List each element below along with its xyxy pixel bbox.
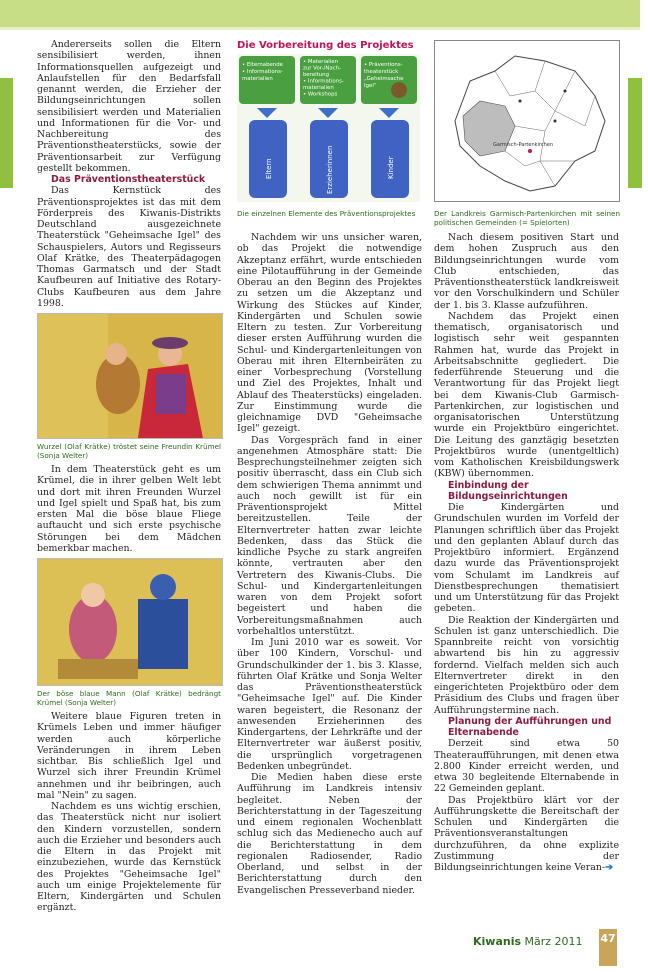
box1-line: • Elternabende [242,62,283,68]
paragraph: Das Kernstück des Präventionsprojektes ist das mit dem Förderpreis des Kiwanis-Distrikts Deutschland ausgezeichnete Theaterstück "Geheimsache Igel" des Schauspielers, Autors und Regisseurs Olaf Krätke, des Theaterpädagogen Thomas Garmatsch und der Stadt Kaufbeuren auf Initiative des Rotary-Clubs Kaufbeuren aus dem Jahre 1998. [37,185,221,309]
diagram-caption: Die einzelnen Elemente des Präventionsprojektes [237,209,416,218]
box2-line: zur Vor-/Nach- [303,65,342,72]
box2-line: • Informations- [303,78,344,85]
paragraph: Nachdem wir uns unsicher waren, ob das Projekt die notwendige Akzeptanz erfährt, wurde entschieden eine Pilotaufführung in der Gemeinde Oberau an den Beginn des Projektes zu setzen um die Akzeptanz und Wirkung des Stückes auf Kinder, Kindergärten und Schulen sowie Eltern zu testen. Zur Vorbereitung dieser ersten Aufführung wurden die Schul- und Kindergartenleitungen von Oberau mit ihren Elternbeiräten zu einer Vorbesprechung (Vorstellung und Ziel des Projektes, Inhalt und Ablauf des Theaterstücks) eingeladen. Zur Einstimmung wurde die gleichnamige DVD "Geheimsache Igel" gezeigt. [237,232,422,435]
top-bar-shadow [0,27,640,30]
map-label: Garmisch-Partenkirchen [493,142,554,148]
page-number: 47 [599,929,617,966]
column-label: Kinder [387,156,395,179]
section-heading: Das Präventionstheaterstück [51,174,206,185]
section-heading: Planung der Aufführungen und Elternabende [448,715,612,738]
paragraph: Die Medien haben diese erste Aufführung im Landkreis intensiv begleitet. Neben der Berichterstattung in der Tageszeitung und einem regionalen Wochenblatt schlug sich das Medienecho auch auf die Berichterstattung in dem regionalen Radiosender, Radio Oberland, und selbst in der Berichterstattung durch den Evangelischen Presseverband nieder. [237,772,422,896]
box3-line: theaterstück [364,69,399,75]
hedgehog-icon [391,82,407,98]
photo-caption: Der böse blaue Mann (Olaf Krätke) bedrängt Krümel (Sonja Welter) [37,689,221,707]
continue-arrow-icon: ➔ [605,862,613,873]
diagram-title: Die Vorbereitung des Projektes [237,40,414,51]
box1-line: • Informations- [242,69,283,75]
paragraph: Nach diesem positiven Start und dem hohen Zuspruch aus den Bildungseinrichtungen wurde vom Club entschieden, das Präventionstheaterstück landkreisweit vor den Vorschulkindern und Schüler der 1. bis 3. Klasse aufzuführen. [434,232,619,311]
side-tab-left [0,78,13,188]
column-2 [237,232,422,896]
side-tab-right [628,78,642,188]
theater-photo-1 [37,313,223,439]
paragraph: Derzeit sind etwa 50 Theateraufführungen, mit denen etwa 2.800 Kinder erreicht werden, und etwa 30 begleitende Elternabende in 22 Gemeinden geplant. [434,738,619,795]
box2-line: materialien [303,85,334,91]
footer-date: März 2011 [524,935,583,948]
box2-line: • Materialien [303,59,339,65]
column-label: Erzieherinnen [326,145,334,194]
footer-brand: Kiwanis [473,935,522,948]
paragraph: Andererseits sollen die Eltern sensibilisiert werden, ihnen Informationsquellen aufgezeigt und Anlaufstellen für den Bedarfsfall genannt werden, die Erzieher der Bildungseinrichtungen sollen sensibilisiert werden und Materialien und Informationen für die Vor- und Nachbereitung des Präventionstheaterstücks, sowie der Präventionsarbeit zur Verfügung gestellt bekommen. [37,39,221,174]
paragraph: Im Juni 2010 war es soweit. Vor über 100 Kindern, Vorschul- und Grundschulkinder der 1. bis 3. Klasse, führten Olaf Krätke und Sonja Welter das Präventionstheaterstück "Geheimsache Igel" auf. Die Kinder waren begeistert, die Resonanz der anwesenden Erzieherinnen des Kindergartens, der Lehrkräfte und der Elternvertreter war äußerst positiv, die ursprünglich vorgetragenen Bedenken unbegründet. [237,637,422,772]
box2-line: bereitung [303,72,330,78]
footer [473,935,583,948]
theater-photo-2-art [38,559,222,685]
district-map-art [435,41,619,201]
box3-line: • Präventions- [364,62,403,68]
paragraph: In dem Theaterstück geht es um Krümel, die in ihrer gelben Welt lebt und dort mit ihren Freunden Wurzel und Igel spielt und Spaß hat, bis zum ersten Mal die böse blaue Fliege auftaucht und sich erste psychische Störungen bei dem Mädchen bemerkbar machen. [37,464,221,554]
box2-line: • Workshops [303,91,338,98]
photo-caption: Wurzel (Olaf Krätke) tröstet seine Freundin Krümel (Sonja Welter) [37,442,221,460]
box3-line: „Geheimsache [364,76,404,82]
paragraph [434,795,619,874]
paragraph: Nachdem es uns wichtig erschien, das Theaterstück nicht nur isoliert den Kindern vorzustellen, sondern auch die Erzieher und besonders auch die Eltern in das Projekt mit einzubeziehen, wurde das Kernstück des Projektes "Geheimsache Igel" auch um einige Projektelemente für Eltern, Kindergärten und Schulen ergänzt. [37,801,221,914]
section-heading: Einbindung der Bildungseinrichtungen [448,479,568,502]
theater-photo-1-art [38,314,222,438]
paragraph: Nachdem das Projekt einen thematisch, organisatorisch und logistisch sehr weit gespannten Rahmen hat, wurde das Projekt in Arbeitsabschnitte gegliedert. Die federführende Steuerung und die Verantwortung für das Projekt liegt bei dem Kiwanis-Club Garmisch-Partenkirchen, zur logistischen und organisatorischen Unterstützung wurde ein Projektbüro eingerichtet. Die Leitung des ganztägig besetzten Projektbüros wurde (unentgeltlich) vom Katholischen Kreisbildungswerk (KBW) übernommen. [434,310,619,480]
box1-line: materialien [242,76,273,82]
district-map [434,40,620,202]
project-elements-diagram [237,54,420,202]
map-caption: Der Landkreis Garmisch-Partenkirchen mit seinen politischen Gemeinden (= Spielorten) [434,209,620,227]
paragraph: Das Vorgespräch fand in einer angenehmen Atmosphäre statt: Die Besprechungsteilnehmer zeigten sich positiv überrascht, dass ein Club sich dem schwierigen Thema annimmt und auch noch gewillt ist für ein Präventionsprojekt Mittel bereitzustellen. Teile der Elternvertreter hatten zwar leichte Bedenken, dass das Stück die kindliche Psyche zu stark angreifen könnte, vertrauten aber den Vertretern des Kiwanis-Clubs. Die Schul- und Kindergartenleitungen waren von dem Projekt sofort begeistert und haben die Vorbereitungsmaßnahmen auch vorbehaltlos unterstützt. [237,434,422,637]
column-3 [434,232,619,873]
top-bar [0,0,640,27]
paragraph: Die Kindergärten und Grundschulen wurden im Vorfeld der Planungen schriftlich über das Projekt und den geplanten Ablauf durch das Projektbüro informiert. Ergänzend dazu wurde das Präventionsprojekt vom Schulamt im Landkreis auf Dienstbesprechungen thematisiert und um Unterstützung für das Projekt gebeten. [434,502,619,615]
paragraph-text: Das Projektbüro klärt vor der Aufführungskette die Bereitschaft der Schulen und Kindergärten die Präventionsveranstaltungen durchzuführen, da ohne explizite Zustimmung der Bildungseinrichtungen keine Veran- [434,794,619,873]
paragraph: Die Reaktion der Kindergärten und Schulen ist ganz unterschiedlich. Die Spannbreite reicht von vorsichtig abwartend bis hin zu aggressiv fordernd. Vielfach melden sich auch Elternvertreter direkt in den eingerichteten Projektbüro oder dem Präsidium des Clubs und fragen über Aufführungstermine nach. [434,614,619,716]
column-label: Eltern [265,158,273,179]
column-1 [37,39,221,914]
paragraph: Weitere blaue Figuren treten in Krümels Leben und immer häufiger werden auch körperliche Veränderungen in ihrem Leben sichtbar. Bis schließlich Igel und Wurzel sich ihrer Freundin Krümel annehmen und ihr beibringen, auch mal "Nein" zu sagen. [37,711,221,801]
box3-line: Igel“ [364,83,377,89]
theater-photo-2 [37,558,223,686]
